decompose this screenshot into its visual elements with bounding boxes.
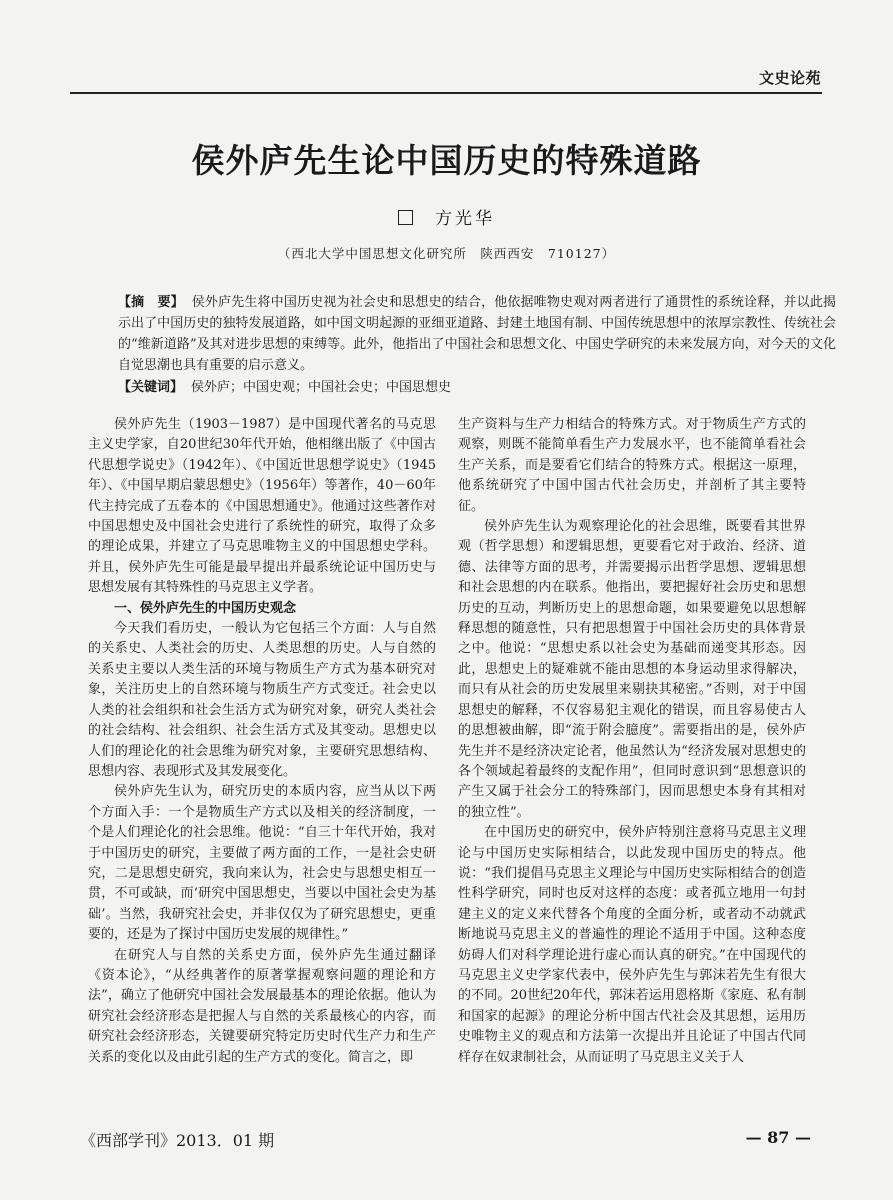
body-column-right [458,415,806,1068]
author-affiliation: （西北大学中国思想文化研究所 陕西西安 710127） [277,246,616,261]
page-number: — 87 — [745,1128,811,1147]
keywords-label: 【关键词】 [118,380,184,395]
author-box-icon [398,210,413,225]
keywords-text: 侯外庐；中国史观；中国社会史；中国思想史 [191,380,452,395]
body-paragraph: 侯外庐先生（1903－1987）是中国现代著名的马克思主义史学家，自20世纪30年代开始，他相继出版了《中国古代思想学说史》（1942年）、《中国近世思想学说史》（1945年）、《中国早期启蒙思想史》（1956年）等著作，40－60年代主持完成了五卷本的《中国思想通史》。他通过这些著作对中国思想史及中国社会史进行了系统性的研究，取得了众多的理论成果，并建立了马克思唯物主义的中国思想史学科。并且，侯外庐先生可能是最早提出并最系统论证中国历史与思想发展有其特殊性的马克思主义学者。 [88,417,436,596]
abstract-block [118,292,836,398]
body-paragraph: 在中国历史的研究中，侯外庐特别注意将马克思主义理论与中国历史实际相结合，以此发现中国历史的特点。他说：“我们提倡马克思主义理论与中国历史实际相结合的创造性科学研究，同时也反对这样的态度：或者孤立地用一句封建主义的定义来代替各个角度的全面分析，或者动不动就武断地说马克思主义的普遍性的理论不适用于中国。这种态度妨碍人们对科学理论进行虚心而认真的研究。”在中国现代的马克思主义史学家代表中，侯外庐先生与郭沫若先生有很大的不同。20世纪20年代，郭沫若运用恩格斯《家庭、私有制和国家的起源》的理论分析中国古代社会及其思想，运用历史唯物主义的观点和方法第一次提出并且论证了中国古代同样存在奴隶制社会，从而证明了马克思主义关于人 [458,825,806,1065]
author-name: 方光华 [435,209,495,229]
section-heading: 一、侯外庐先生的中国历史观念 [114,600,297,616]
abstract-label: 【摘 要】 [118,295,184,310]
body-paragraph: 今天我们看历史，一般认为它包括三个方面：人与自然的关系史、人类社会的历史、人类思想的历史。人与自然的关系史主要以人类生活的环境与物质生产方式为基本研究对象，关注历史上的自然环境与物质生产方式变迁。社会史以人类的社会组织和社会生活方式为研究对象，研究人类社会的社会结构、社会组织、社会生活方式及其变动。思想史以人们的理论化的社会思维为研究对象，主要研究思想结构、思想内容、表现形式及其发展变化。 [88,621,436,779]
article-title: 侯外庐先生论中国历史的特殊道路 [191,141,702,180]
header-rule [70,92,822,94]
abstract [118,292,836,376]
abstract-text: 侯外庐先生将中国历史视为社会史和思想史的结合，他依据唯物史观对两者进行了通贯性的系统诠释，并以此揭示出了中国历史的独特发展道路，如中国文明起源的亚细亚道路、封建土地国有制、中国传统思想中的浓厚宗教性、传统社会的“维新道路”及其对进步思想的束缚等。此外，他指出了中国社会和思想文化、中国史学研究的未来发展方向，对今天的文化自觉思潮也具有重要的启示意义。 [118,295,836,373]
keywords [118,377,836,398]
section-tag: 文史论苑 [758,69,821,87]
body-paragraph: 侯外庐先生认为观察理论化的社会思维，既要看其世界观（哲学思想）和逻辑思想，更要看它对于政治、经济、道德、法律等方面的思考，并需要揭示出哲学思想、逻辑思想和社会思想的内在联系。他指出，要把握好社会历史和思想历史的互动，判断历史上的思想命题，如果要避免以思想解释思想的随意性，只有把思想置于中国社会历史的具体背景之中。他说：“思想史系以社会史为基础而递变其形态。因此，思想史上的疑难就不能由思想的本身运动里求得解决，而只有从社会的历史发展里来剔抉其秘密。”否则，对于中国思想史的解释，不仅容易犯主观化的错误，而且容易使古人的思想被曲解，即“流于附会臆度”。需要指出的是，侯外庐先生并不是经济决定论者，他虽然认为“经济发展对思想史的各个领域起着最终的支配作用”，但同时意识到“思想意识的产生又属于社会分工的特殊部门，因而思想史本身有其相对的独立性”。 [458,519,806,820]
body-paragraph: 侯外庐先生认为，研究历史的本质内容，应当从以下两个方面入手：一个是物质生产方式以及相关的经济制度，一个是人们理论化的社会思维。他说：“自三十年代开始，我对于中国历史的研究，主要做了两方面的工作，一是社会史研究，二是思想史研究，我向来认为，社会史与思想史相互一贯，不可或缺，而‘研究中国思想史，当要以中国社会史为基础’。当然，我研究社会史，并非仅仅为了研究思想史，更重要的，还是为了探讨中国历史发展的规律性。” [88,784,436,943]
footer-journal: 《西部学刊》2013．01 期 [80,1131,275,1150]
author-line [0,204,893,229]
body-paragraph: 生产资料与生产力相结合的特殊方式。对于物质生产方式的观察，则既不能简单看生产力发展水平，也不能简单看社会生产关系，而是要看它们结合的特殊方式。根据这一原理，他系统研究了中国中国古代社会历史，并剖析了其主要特征。 [458,417,806,514]
body-paragraph: 在研究人与自然的关系史方面，侯外庐先生通过翻译《资本论》，“从经典著作的原著掌握观察问题的理论和方法”，确立了他研究中国社会发展最基本的理论依据。他认为研究社会经济形态是把握人与自然的关系最核心的内容，而研究社会经济形态，关键要研究特定历史时代生产力和生产关系的变化以及由此引起的生产方式的变化。简言之，即 [88,947,436,1065]
body-column-left [88,415,436,1068]
